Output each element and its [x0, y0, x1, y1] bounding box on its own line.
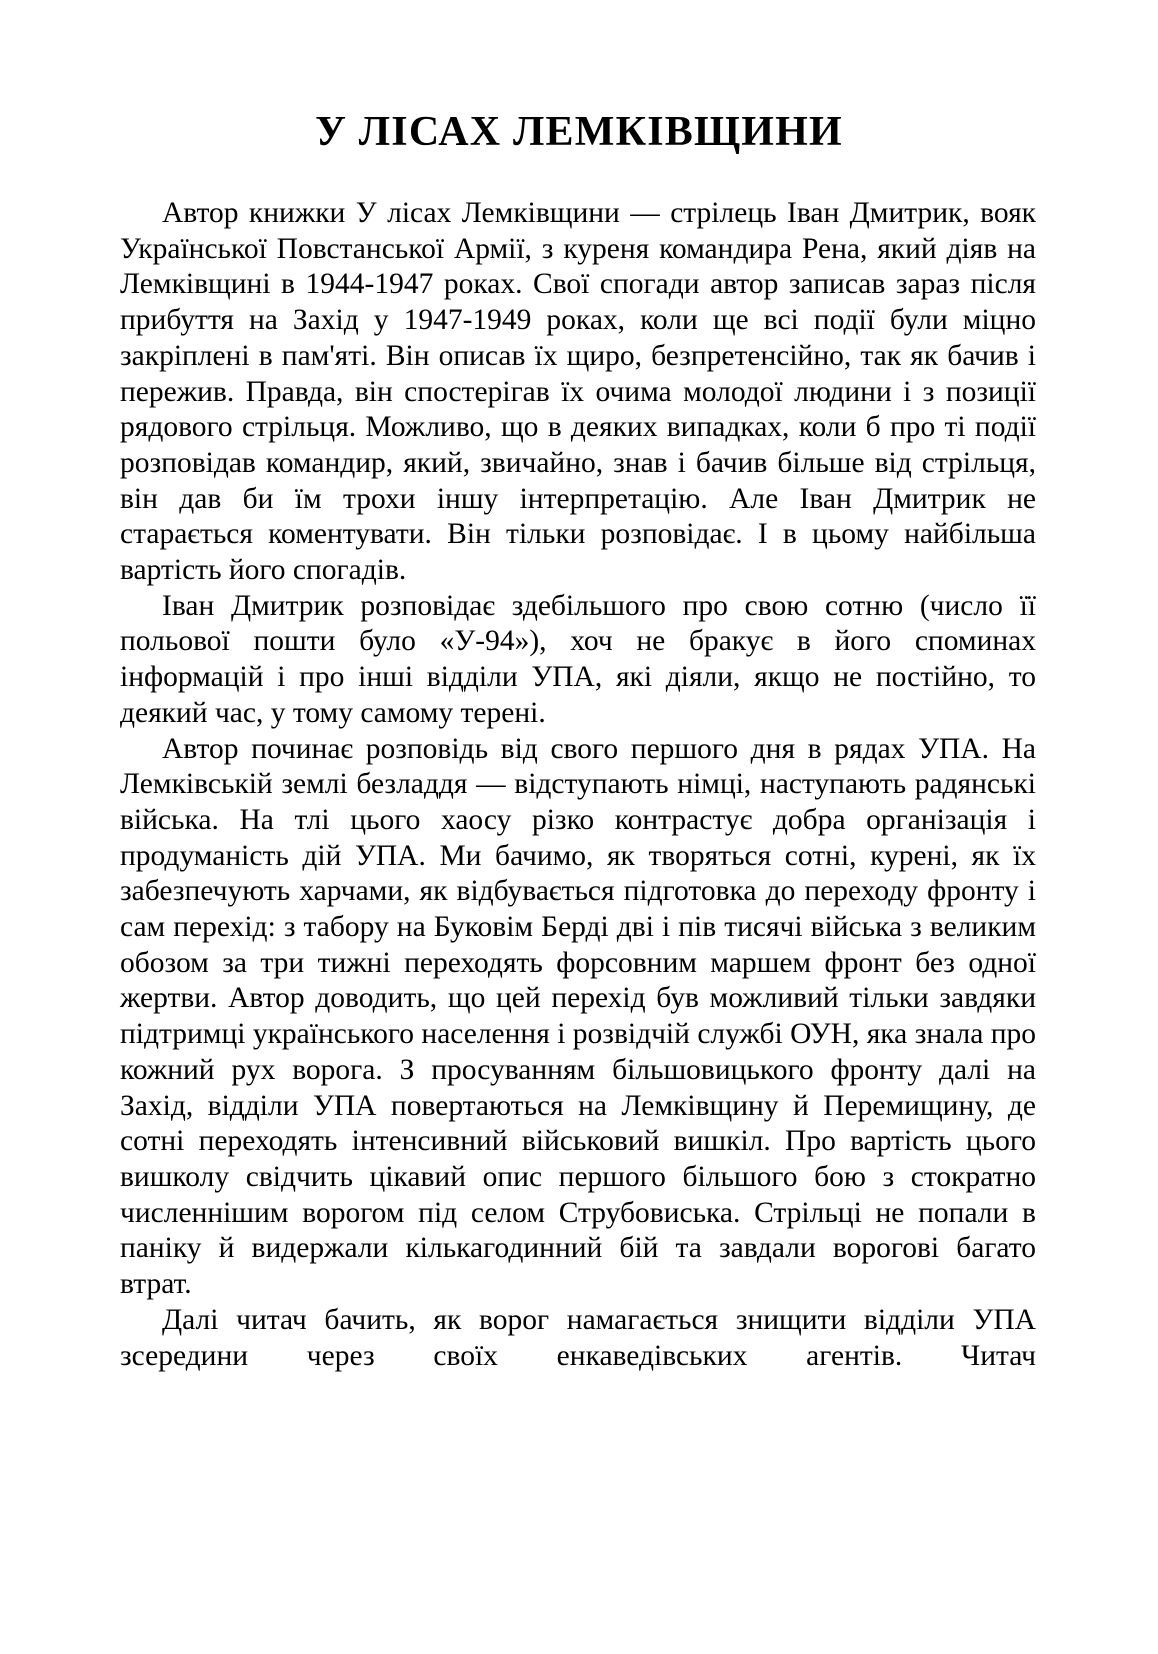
paragraph-4: Далі читач бачить, як ворог намагається знищити відділи УПА зсередини через своїх енкаведівських агентів. Читач — [120, 1303, 1036, 1372]
paragraph-2: Іван Дмитрик розповідає здебільшого про свою сотню (число її польової пошти було «У-94»), хоч не бракує в його споминах інформацій і про інші відділи УПА, які діяли, якщо не постійно, то деякий час, у тому самому терені. — [120, 589, 1036, 729]
paragraph-3: Автор починає розповідь від свого першого дня в рядах УПА. На Лемківській землі безладдя — відступають німці, наступають радянські війська. На тлі цього хаосу різко контрастує добра організація і продуманість дій УПА. Ми бачимо, як творяться сотні, курені, як їх забезпечують харчами, як відбувається підготовка до переходу фронту і сам перехід: з табору на Буковім Берді дві і пів тисячі війська з великим обозом за три тижні переходять форсовним маршем фронт без одної жертви. Автор доводить, що цей перехід був можливий тільки завдяки підтримці українського населення і розвідчій службі ОУН, яка знала про кожний рух ворога. З просуванням більшовицького фронту далі на Захід, відділи УПА повертаються на Лемківщину й Перемищину, де сотні переходять інтенсивний військовий вишкіл. Про вартість цього вишколу свідчить цікавий опис першого більшого бою з стократно численнішим ворогом під селом Струбовиська. Стрільці не попали в паніку й видержали кількагодинний бій та завдали ворогові багато втрат. — [120, 732, 1036, 1301]
body-text-block — [120, 196, 1036, 1374]
page-title: У ЛІСАХ ЛЕМКІВЩИНИ — [315, 109, 843, 156]
paragraph-1: Автор книжки У лісах Лемківщини — стрілець Іван Дмитрик, вояк Української Повстанської Армії, з куреня командира Рена, який діяв на Лемківщині в 1944-1947 роках. Свої спогади автор записав зараз після прибуття на Захід у 1947-1949 роках, коли ще всі події були міцно закріплені в пам'яті. Він описав їх щиро, безпретенсійно, так як бачив і пережив. Правда, він спостерігав їх очима молодої людини і з позиції рядового стрільця. Можливо, що в деяких випадках, коли б про ті події розповідав командир, який, звичайно, знав і бачив більше від стрільця, він дав би їм трохи іншу інтерпретацію. Але Іван Дмитрик не старається коментувати. Він тільки розповідає. І в цьому найбільша вартість його спогадів. — [120, 197, 1036, 587]
